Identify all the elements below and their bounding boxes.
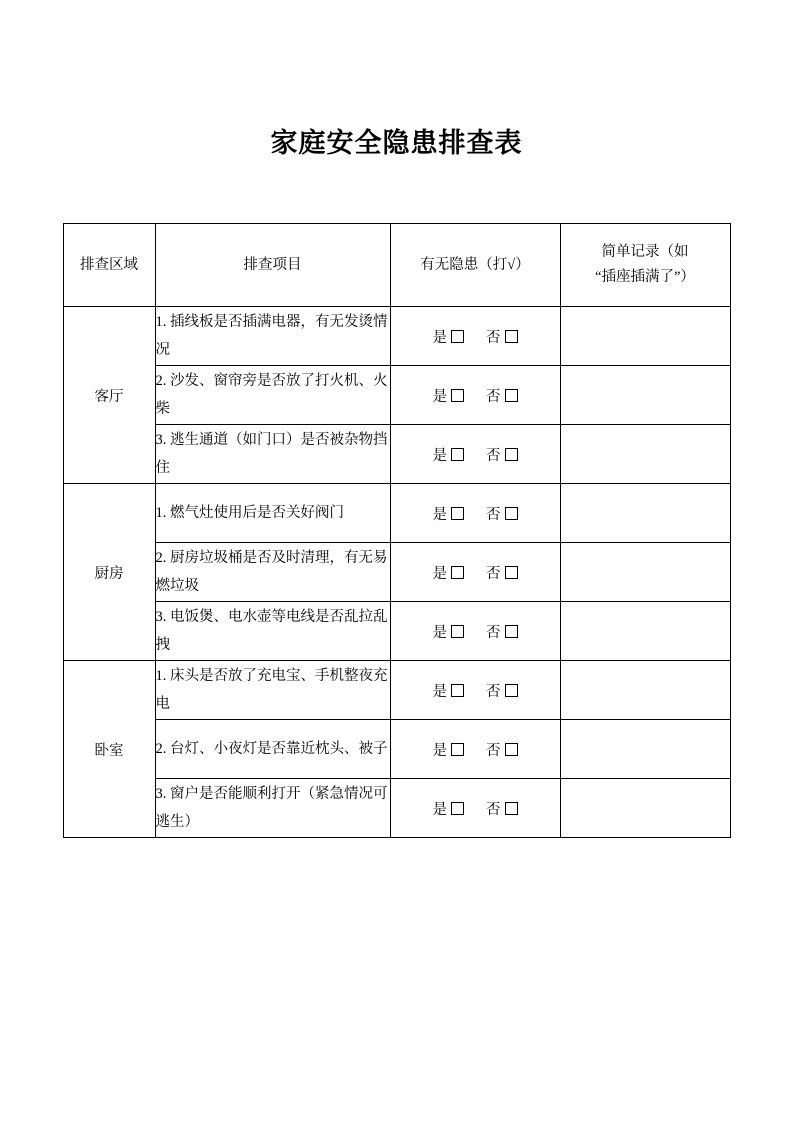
- option-yes[interactable]: [433, 562, 465, 583]
- option-no[interactable]: [486, 385, 518, 406]
- option-no[interactable]: [486, 680, 518, 701]
- table-header-note-line1: 简单记录（如: [601, 244, 689, 261]
- checklist-item-text: 3. 电饭煲、电水壶等电线是否乱拉乱拽: [155, 602, 390, 661]
- note-field[interactable]: [560, 720, 730, 779]
- checkbox-yes[interactable]: [451, 389, 464, 402]
- option-yes[interactable]: [433, 444, 465, 465]
- table-row: [63, 543, 730, 602]
- table-row: [63, 779, 730, 838]
- table-row: [63, 307, 730, 366]
- hazard-checkbox-group[interactable]: [390, 366, 560, 425]
- option-no[interactable]: [486, 326, 518, 347]
- option-no[interactable]: [486, 739, 518, 760]
- page-title: 家庭安全隐患排查表: [270, 128, 523, 159]
- checkbox-yes[interactable]: [451, 507, 464, 520]
- note-field[interactable]: [560, 543, 730, 602]
- hazard-checkbox-group[interactable]: [390, 602, 560, 661]
- table-header-note: [560, 224, 730, 307]
- hazard-checkbox-group[interactable]: [390, 543, 560, 602]
- area-label-bedroom: 卧室: [63, 661, 155, 838]
- checklist-item-text: 2. 沙发、窗帘旁是否放了打火机、火柴: [155, 366, 390, 425]
- table-row: [63, 366, 730, 425]
- option-yes[interactable]: [433, 621, 465, 642]
- option-yes-label: 是: [432, 329, 447, 346]
- note-field[interactable]: [560, 425, 730, 484]
- checkbox-no[interactable]: [505, 625, 518, 638]
- checkbox-no[interactable]: [505, 448, 518, 461]
- checklist-item-text: 3. 窗户是否能顺利打开（紧急情况可逃生）: [155, 779, 390, 838]
- option-no[interactable]: [486, 621, 518, 642]
- option-yes-label: 是: [432, 565, 447, 582]
- option-yes[interactable]: [433, 680, 465, 701]
- table-row: [63, 661, 730, 720]
- option-yes-label: 是: [432, 742, 447, 759]
- checklist-item-text: 1. 插线板是否插满电器，有无发烫情况: [155, 307, 390, 366]
- option-no-label: 否: [486, 801, 501, 818]
- option-no[interactable]: [486, 562, 518, 583]
- option-no-label: 否: [486, 565, 501, 582]
- option-no[interactable]: [486, 503, 518, 524]
- table-header-note-line2: “插座插满了”）: [595, 269, 695, 286]
- option-no-label: 否: [486, 742, 501, 759]
- area-label-livingroom: 客厅: [63, 307, 155, 484]
- checkbox-no[interactable]: [505, 802, 518, 815]
- note-field[interactable]: [560, 779, 730, 838]
- note-field[interactable]: [560, 602, 730, 661]
- table-header-hazard: 有无隐患（打√）: [390, 224, 560, 307]
- table-row: [63, 425, 730, 484]
- hazard-checkbox-group[interactable]: [390, 779, 560, 838]
- checkbox-yes[interactable]: [451, 684, 464, 697]
- option-no-label: 否: [486, 447, 501, 464]
- checkbox-yes[interactable]: [451, 802, 464, 815]
- checkbox-no[interactable]: [505, 684, 518, 697]
- checklist-item-text: 2. 台灯、小夜灯是否靠近枕头、被子: [155, 720, 390, 779]
- table-row: [63, 720, 730, 779]
- option-yes-label: 是: [432, 683, 447, 700]
- checkbox-yes[interactable]: [451, 330, 464, 343]
- checkbox-no[interactable]: [505, 566, 518, 579]
- table-row: [63, 484, 730, 543]
- area-label-kitchen: 厨房: [63, 484, 155, 661]
- note-field[interactable]: [560, 307, 730, 366]
- option-no-label: 否: [486, 329, 501, 346]
- option-yes[interactable]: [433, 503, 465, 524]
- checkbox-no[interactable]: [505, 743, 518, 756]
- safety-checklist-table: [63, 223, 731, 838]
- hazard-checkbox-group[interactable]: [390, 425, 560, 484]
- checkbox-yes[interactable]: [451, 566, 464, 579]
- table-header-item: 排查项目: [155, 224, 390, 307]
- option-yes-label: 是: [432, 801, 447, 818]
- table-header-row: [63, 224, 730, 307]
- option-yes-label: 是: [432, 624, 447, 641]
- option-yes[interactable]: [433, 798, 465, 819]
- option-no-label: 否: [486, 624, 501, 641]
- checkbox-yes[interactable]: [451, 743, 464, 756]
- note-field[interactable]: [560, 366, 730, 425]
- checklist-item-text: 2. 厨房垃圾桶是否及时清理，有无易燃垃圾: [155, 543, 390, 602]
- checkbox-yes[interactable]: [451, 448, 464, 461]
- hazard-checkbox-group[interactable]: [390, 307, 560, 366]
- option-yes[interactable]: [433, 385, 465, 406]
- checklist-item-text: 1. 燃气灶使用后是否关好阀门: [155, 484, 390, 543]
- option-yes-label: 是: [432, 506, 447, 523]
- hazard-checkbox-group[interactable]: [390, 484, 560, 543]
- option-no-label: 否: [486, 506, 501, 523]
- table-header-area: 排查区域: [63, 224, 155, 307]
- checkbox-no[interactable]: [505, 330, 518, 343]
- option-no-label: 否: [486, 683, 501, 700]
- checkbox-no[interactable]: [505, 389, 518, 402]
- option-yes[interactable]: [433, 739, 465, 760]
- option-no[interactable]: [486, 444, 518, 465]
- table-row: [63, 602, 730, 661]
- hazard-checkbox-group[interactable]: [390, 720, 560, 779]
- checklist-item-text: 1. 床头是否放了充电宝、手机整夜充电: [155, 661, 390, 720]
- checkbox-yes[interactable]: [451, 625, 464, 638]
- option-yes[interactable]: [433, 326, 465, 347]
- hazard-checkbox-group[interactable]: [390, 661, 560, 720]
- option-yes-label: 是: [432, 388, 447, 405]
- option-yes-label: 是: [432, 447, 447, 464]
- checklist-item-text: 3. 逃生通道（如门口）是否被杂物挡住: [155, 425, 390, 484]
- option-no-label: 否: [486, 388, 501, 405]
- note-field[interactable]: [560, 661, 730, 720]
- checkbox-no[interactable]: [505, 507, 518, 520]
- option-no[interactable]: [486, 798, 518, 819]
- note-field[interactable]: [560, 484, 730, 543]
